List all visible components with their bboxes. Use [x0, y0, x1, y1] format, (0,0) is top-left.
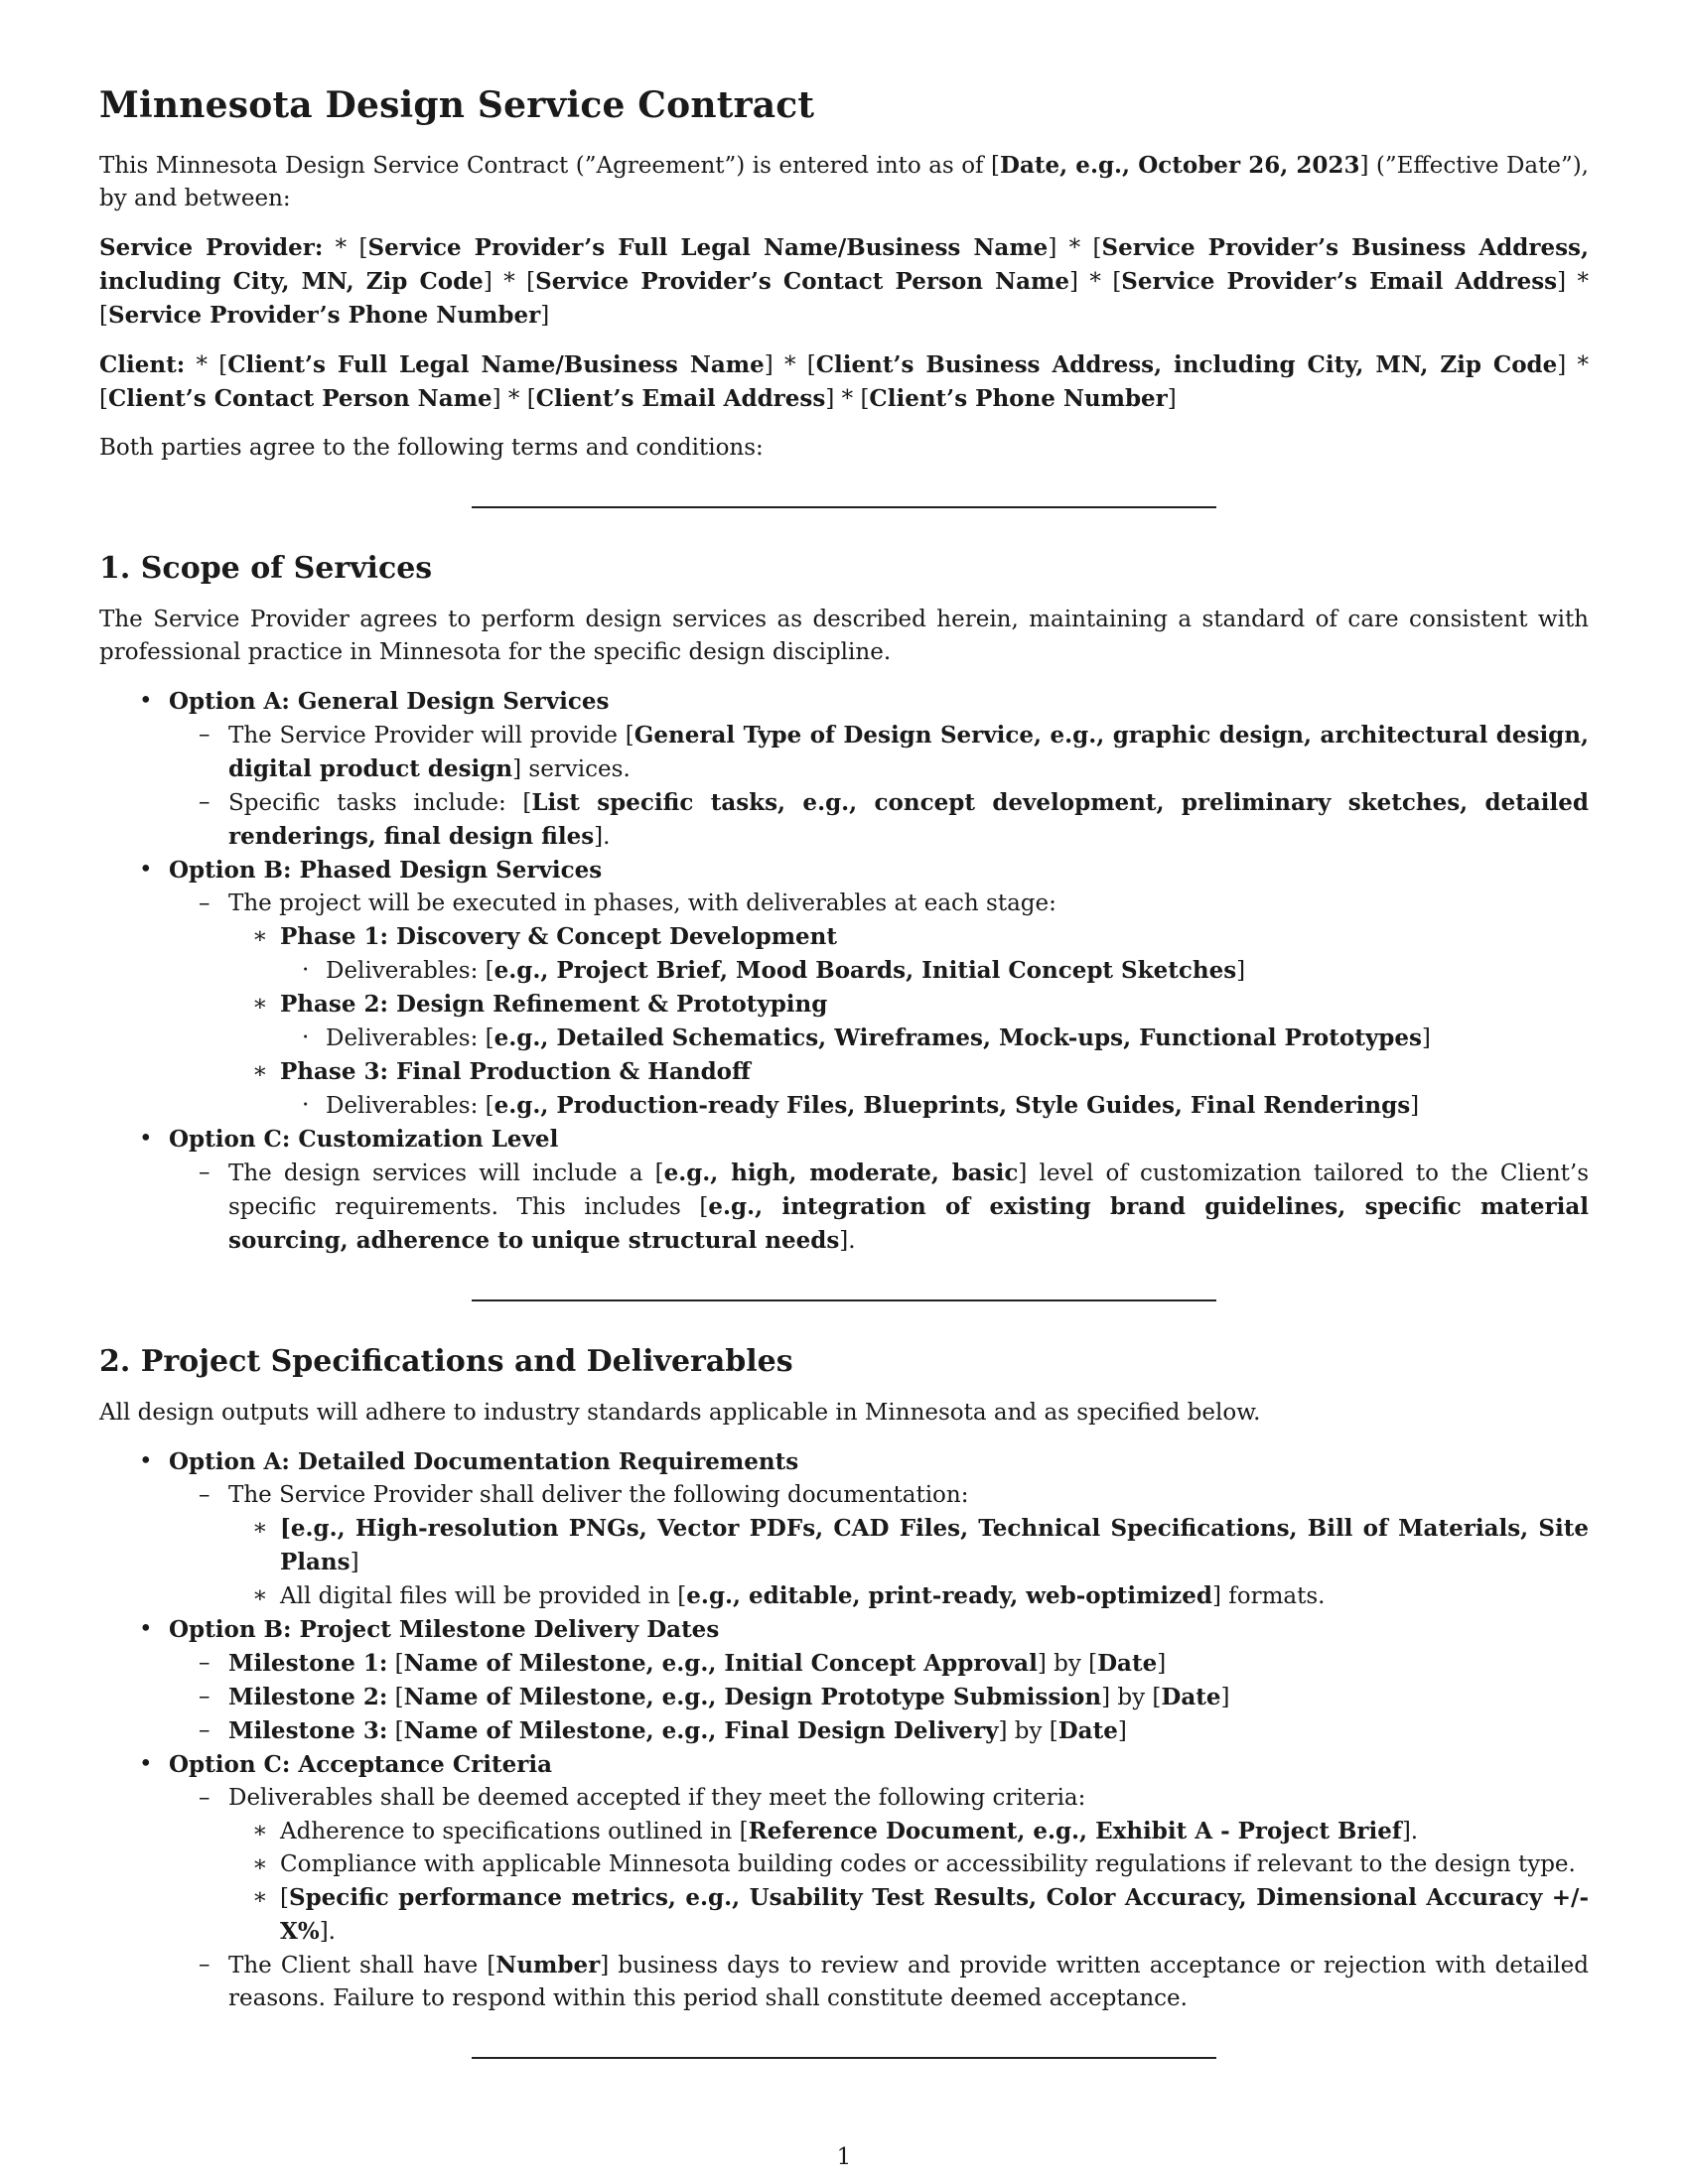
- list-item: ∗ Phase 3: Final Production & Handoff · Deliverables: [e.g., Production-ready Files, Blueprints, Style Guides, Final Renderings]: [228, 1055, 1589, 1123]
- list-item: [99, 854, 1589, 1123]
- document-page: [99, 83, 1589, 2101]
- list-item: – The Client shall have [Number] business days to review and provide written acceptance or rejection with detailed reasons. Failure to respond within this period shall constitute deemed acceptance.: [199, 1952, 1589, 2011]
- bullet-marker: •: [139, 857, 153, 883]
- bullet-marker: •: [139, 1448, 153, 1474]
- agreement-line: Both parties agree to the following terms and conditions:: [99, 435, 764, 461]
- milestone-item: – Milestone 3: [Name of Milestone, e.g., Final Design Delivery] by [Date]: [199, 1717, 1127, 1744]
- option-title: Option A: Detailed Documentation Requirements: [169, 1448, 799, 1475]
- client-label: Client:: [99, 351, 186, 378]
- option-title: Option A: General Design Services: [169, 688, 610, 715]
- list-item: – The Service Provider shall deliver the following documentation: ∗ [e.g., High-resolution PNGs, Vector PDFs, CAD Files, Technical Specifications, Bill of Materials, Site Plans] ∗ All digital files will be provided in [e.g., editable, print-ready, web-optimized] formats.: [169, 1479, 1589, 1613]
- list-item: [99, 1445, 1589, 1613]
- intro-paragraph: This Minnesota Design Service Contract (”Agreement”) is entered into as of [Date, e.g., October 26, 2023] (”Effective Date”), by and between:: [99, 152, 1589, 211]
- service-provider-block: Service Provider: * [Service Provider’s Full Legal Name/Business Name] * [Service Provider’s Business Address, including City, MN, Zip Code] * [Service Provider’s Contact Person Name] * [Service Provider’s Email Address] * [Service Provider’s Phone Number]: [99, 234, 1590, 329]
- list-item: – Deliverables shall be deemed accepted if they meet the following criteria: ∗ Adherence to specifications outlined in [Reference Document, e.g., Exhibit A - Project Brief]. ∗ Compliance with applicable Minnesota building codes or accessibility regulations if relevant to the design type. ∗ [Specific performance metrics, e.g., Usability Test Results, Color Accuracy, Dimensional Accuracy +/- X%].: [169, 1782, 1589, 1949]
- list-item: ∗ Compliance with applicable Minnesota building codes or accessibility regulations if relevant to the design type.: [252, 1851, 1576, 1877]
- list-item: ∗ Phase 1: Discovery & Concept Development · Deliverables: [e.g., Project Brief, Mood Boards, Initial Concept Sketches]: [228, 920, 1589, 988]
- section-heading-scope: 1. Scope of Services: [99, 551, 433, 586]
- list-item: · Deliverables: [e.g., Production-ready Files, Blueprints, Style Guides, Final Renderings]: [302, 1092, 1420, 1119]
- list-item: – The design services will include a [e.g., high, moderate, basic] level of customization tailored to the Client’s specific requirements. This includes [e.g., integration of existing brand guidelines, specific material sourcing, adherence to unique structural needs].: [199, 1160, 1589, 1254]
- option-title: Option B: Project Milestone Delivery Dates: [169, 1616, 720, 1643]
- bullet-marker: •: [139, 688, 153, 714]
- list-item: ∗ [Specific performance metrics, e.g., Usability Test Results, Color Accuracy, Dimensional Accuracy +/- X%].: [252, 1884, 1589, 1945]
- section-divider: [472, 506, 1216, 508]
- bullet-marker: •: [139, 1751, 153, 1777]
- list-item: – Specific tasks include: [List specific tasks, e.g., concept development, preliminary sketches, detailed renderings, final design files].: [199, 789, 1589, 850]
- list-item: ∗ All digital files will be provided in [e.g., editable, print-ready, web-optimized] formats.: [252, 1582, 1326, 1609]
- client-block: Client: * [Client’s Full Legal Name/Business Name] * [Client’s Business Address, including City, MN, Zip Code] * [Client’s Contact Person Name] * [Client’s Email Address] * [Client’s Phone Number]: [99, 351, 1589, 412]
- bullet-marker: •: [139, 1616, 153, 1642]
- milestone-item: – Milestone 2: [Name of Milestone, e.g., Design Prototype Submission] by [Date]: [199, 1684, 1230, 1710]
- bullet-marker: •: [139, 1126, 153, 1152]
- list-item: [99, 685, 1589, 854]
- list-item: [99, 1123, 1589, 1258]
- list-item: [99, 1613, 1589, 1748]
- section-intro: All design outputs will adhere to industry standards applicable in Minnesota and as specified below.: [99, 1400, 1261, 1426]
- specification-options-list: [99, 1445, 1589, 2015]
- list-item: – The project will be executed in phases, with deliverables at each stage: ∗ Phase 1: Discovery & Concept Development · Deliverables: [e.g., Project Brief, Mood Boards, Initial Concept Sketches] ∗ Phase 2: Design Refinement & Prototyping · Deliverables: [e.g., Detailed Schematics, Wireframes, Mock-ups, Functional Prototypes] ∗ Phase 3: Final Production & Handoff · Deliverables: [e.g., Production-ready Files, Blueprints, Style Guides, Final Renderings]: [169, 887, 1589, 1123]
- list-item: – The Service Provider will provide [General Type of Design Service, e.g., graphic design, architectural design, digital product design] services.: [199, 722, 1589, 782]
- list-item: ∗ Phase 2: Design Refinement & Prototyping · Deliverables: [e.g., Detailed Schematics, Wireframes, Mock-ups, Functional Prototypes]: [228, 988, 1589, 1055]
- service-provider-label: Service Provider:: [99, 234, 324, 261]
- list-item: [99, 1748, 1589, 2015]
- scope-options-list: [99, 685, 1589, 1258]
- list-item: ∗ [e.g., High-resolution PNGs, Vector PDFs, CAD Files, Technical Specifications, Bill of Materials, Site Plans]: [252, 1515, 1589, 1575]
- document-title: Minnesota Design Service Contract: [99, 84, 815, 126]
- milestone-item: – Milestone 1: [Name of Milestone, e.g., Initial Concept Approval] by [Date]: [199, 1650, 1167, 1677]
- page-number: 1: [836, 2144, 852, 2170]
- option-title: Option B: Phased Design Services: [169, 857, 603, 884]
- section-divider: [472, 1299, 1216, 1301]
- list-item: · Deliverables: [e.g., Detailed Schematics, Wireframes, Mock-ups, Functional Prototypes]: [302, 1024, 1431, 1051]
- section-divider: [472, 2057, 1216, 2059]
- option-title: Option C: Customization Level: [169, 1126, 559, 1153]
- section-heading-specifications: 2. Project Specifications and Deliverables: [99, 1344, 793, 1379]
- list-item: ∗ Adherence to specifications outlined in [Reference Document, e.g., Exhibit A - Project Brief].: [252, 1818, 1419, 1844]
- option-title: Option C: Acceptance Criteria: [169, 1751, 552, 1778]
- section-intro: The Service Provider agrees to perform design services as described herein, maintaining a standard of care consistent with professional practice in Minnesota for the specific design discipline.: [99, 607, 1589, 665]
- list-item: · Deliverables: [e.g., Project Brief, Mood Boards, Initial Concept Sketches]: [302, 957, 1246, 984]
